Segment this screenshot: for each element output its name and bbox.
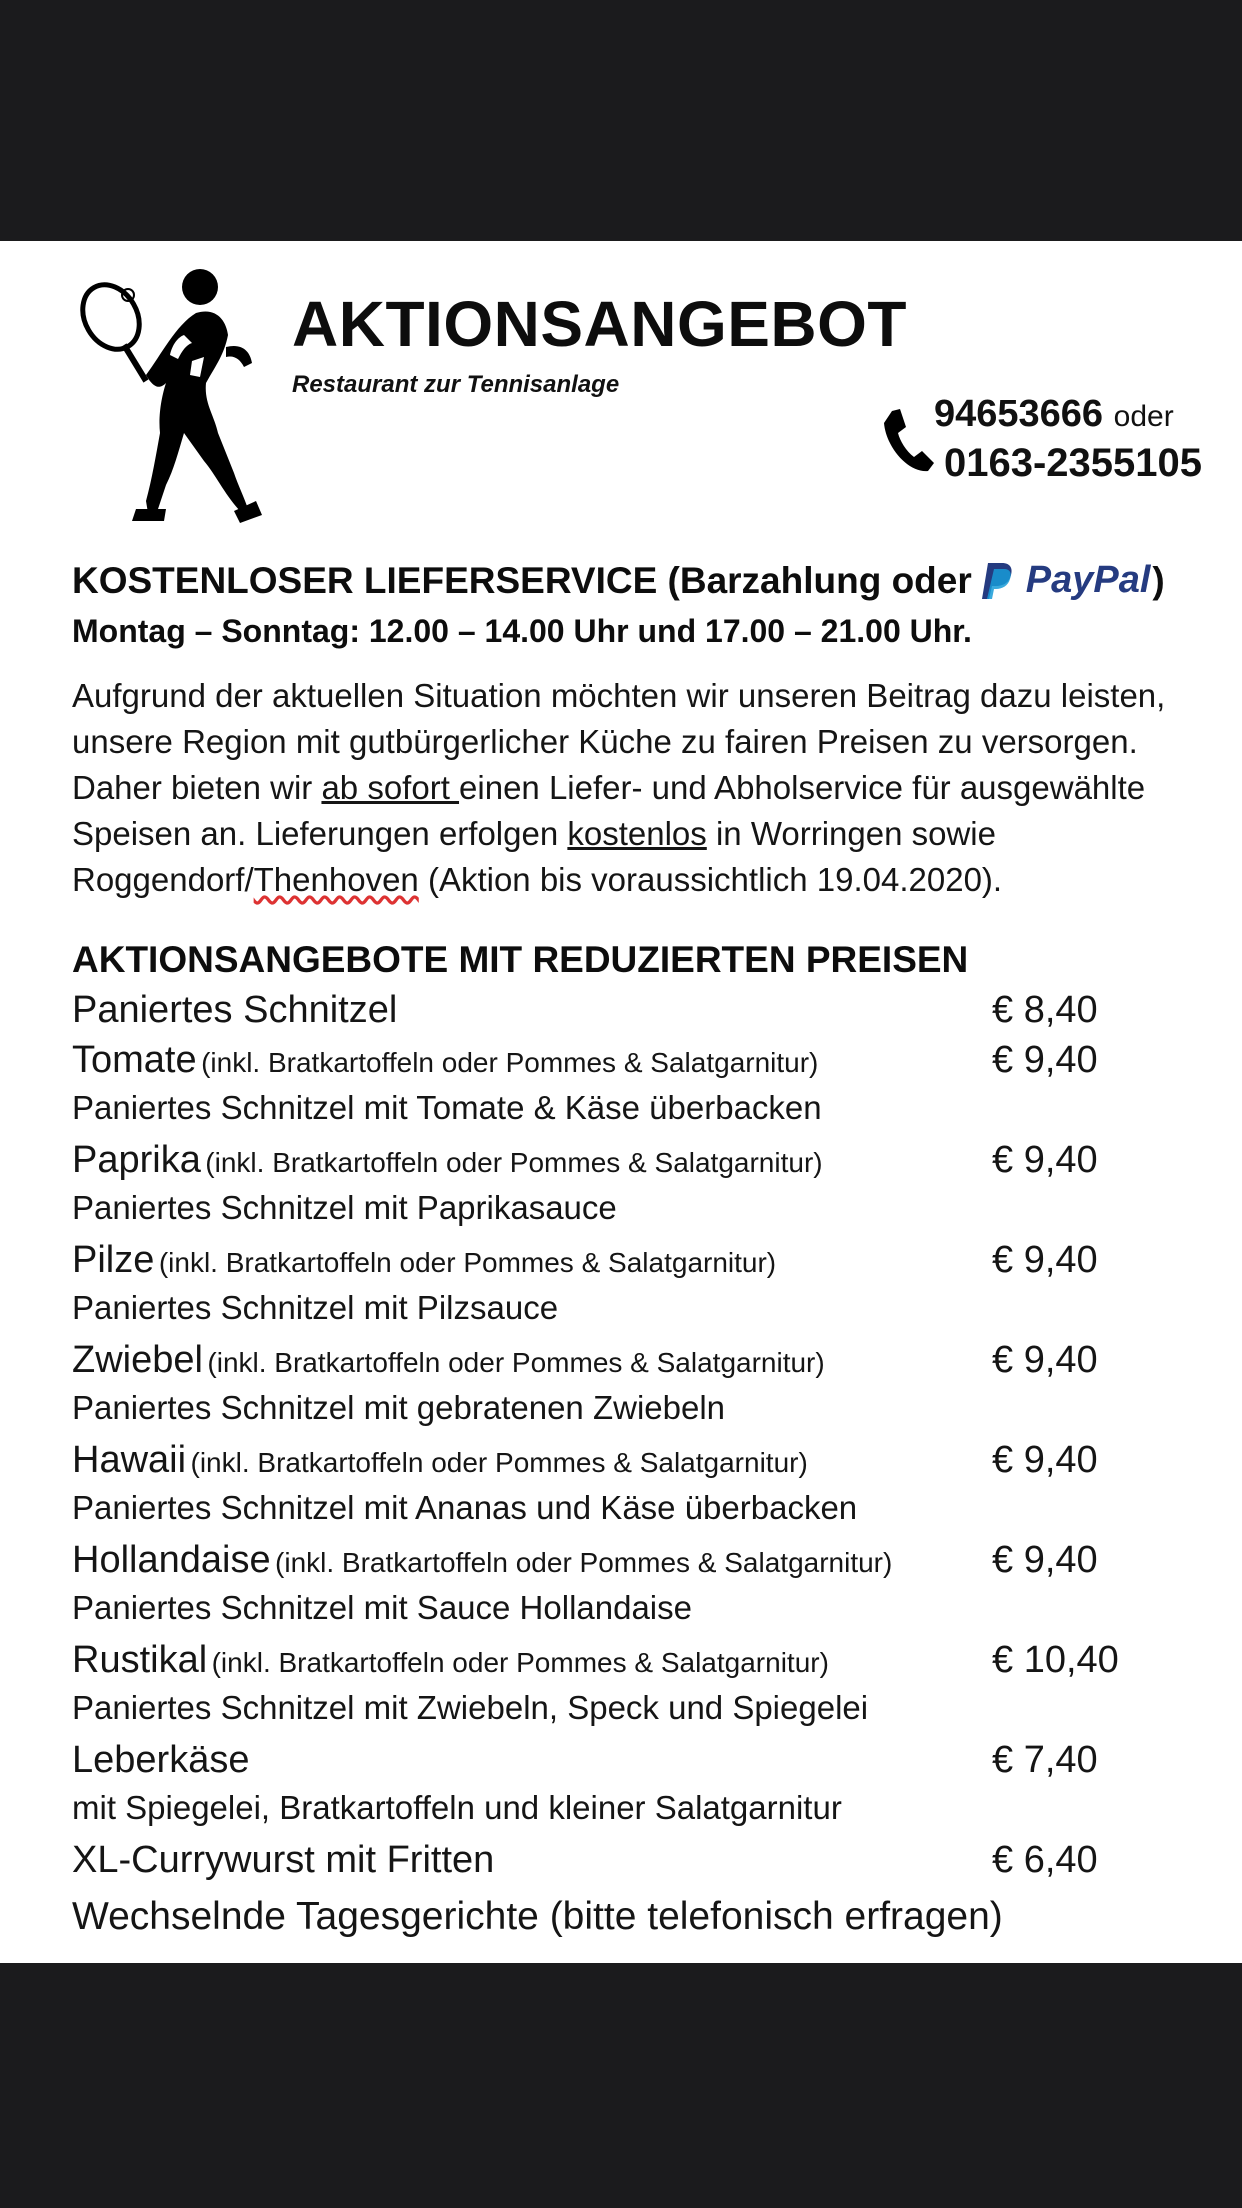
- offer-description: [72, 1489, 1222, 1539]
- offer-description: [72, 1389, 1222, 1439]
- offer-item: [72, 1539, 1222, 1589]
- phone-or-label: oder: [1113, 400, 1174, 433]
- offer-description: [72, 1789, 1222, 1839]
- offer-item: [72, 1139, 1222, 1189]
- intro-text-3: in Worringen sowie Roggendorf/: [72, 815, 996, 898]
- offer-description: [72, 1589, 1222, 1639]
- intro-underline-3: Thenhoven: [253, 861, 419, 898]
- offer-price: € 7,40: [992, 1739, 1098, 1781]
- offer-price: € 9,40: [992, 1239, 1098, 1281]
- delivery-headline: [72, 559, 1165, 602]
- offer-item: [72, 1639, 1222, 1689]
- offer-item: [72, 1039, 1222, 1089]
- phone-icon: [878, 407, 934, 473]
- offer-price: € 9,40: [992, 1439, 1098, 1481]
- offer-name: Tomate: [72, 1039, 197, 1081]
- daily-specials-note: [72, 1895, 1222, 1955]
- offer-description: [72, 1189, 1222, 1239]
- offer-note: (inkl. Bratkartoffeln oder Pommes & Salatgarnitur): [275, 1547, 893, 1578]
- offer-description-text: Paniertes Schnitzel mit Paprikasauce: [72, 1189, 617, 1226]
- page-title: AKTIONSANGEBOT: [292, 288, 907, 360]
- offer-description-text: Paniertes Schnitzel mit Pilzsauce: [72, 1289, 559, 1326]
- offer-price: € 6,40: [992, 1839, 1098, 1881]
- offer-name: Paniertes Schnitzel: [72, 989, 398, 1031]
- offer-description-text: Paniertes Schnitzel mit Tomate & Käse überbacken: [72, 1089, 822, 1126]
- offer-name: Leberkäse: [72, 1739, 250, 1781]
- offer-list: [72, 989, 1222, 1955]
- offer-note: (inkl. Bratkartoffeln oder Pommes & Salatgarnitur): [158, 1247, 777, 1278]
- offer-name: Zwiebel: [72, 1339, 203, 1381]
- intro-text-4: (Aktion bis voraussichtlich 19.04.2020).: [418, 861, 1003, 898]
- intro-underline-2: kostenlos: [567, 815, 707, 852]
- paypal-wordmark: PayPal: [1025, 559, 1151, 601]
- offer-note: (inkl. Bratkartoffeln oder Pommes & Salatgarnitur): [211, 1647, 829, 1678]
- intro-text-1: Aufgrund der aktuellen Situation möchten wir unseren Beitrag dazu leisten, unsere Region mit gutbürgerlicher Küche zu fairen Preisen zu versorgen. Daher bieten wir: [72, 677, 1166, 806]
- offer-name: Hawaii: [72, 1439, 187, 1481]
- delivery-label: KOSTENLOSER LIEFERSERVICE (Barzahlung oder: [72, 559, 972, 601]
- restaurant-subtitle: Restaurant zur Tennisanlage: [292, 371, 620, 398]
- offer-description-text: Paniertes Schnitzel mit gebratenen Zwiebeln: [72, 1389, 726, 1426]
- menu-flyer: [0, 241, 1242, 1963]
- offer-note: (inkl. Bratkartoffeln oder Pommes & Salatgarnitur): [207, 1347, 825, 1378]
- offer-item: [72, 1339, 1222, 1389]
- offer-item: [72, 989, 1222, 1039]
- offer-description: [72, 1689, 1222, 1739]
- offer-name: Paprika: [72, 1139, 201, 1181]
- intro-text-2: einen Liefer- und Abholservice für ausgewählte Speisen an. Lieferungen erfolgen: [72, 769, 1146, 852]
- paypal-logo: [980, 559, 1151, 602]
- offer-item: [72, 1739, 1222, 1789]
- offer-note: (inkl. Bratkartoffeln oder Pommes & Salatgarnitur): [205, 1147, 823, 1178]
- offer-description: [72, 1089, 1222, 1139]
- offer-name: Pilze: [72, 1239, 155, 1281]
- offer-price: € 8,40: [992, 989, 1098, 1031]
- offer-price: € 9,40: [992, 1339, 1098, 1381]
- offer-name: Rustikal: [72, 1639, 208, 1681]
- offer-description-text: Paniertes Schnitzel mit Sauce Hollandaise: [72, 1589, 692, 1626]
- offer-price: € 9,40: [992, 1539, 1098, 1581]
- offer-price: € 9,40: [992, 1139, 1098, 1181]
- intro-underline-1: ab sofort: [321, 769, 460, 806]
- intro-paragraph: [72, 673, 1222, 903]
- offer-description: [72, 1289, 1222, 1339]
- offer-item: [72, 1439, 1222, 1489]
- offer-item: [72, 1239, 1222, 1289]
- offer-price: € 10,40: [992, 1639, 1119, 1681]
- offer-name: Hollandaise: [72, 1539, 271, 1581]
- paypal-icon: [980, 561, 1016, 601]
- offer-note: (inkl. Bratkartoffeln oder Pommes & Salatgarnitur): [201, 1047, 819, 1078]
- offer-description-text: Paniertes Schnitzel mit Ananas und Käse überbacken: [72, 1489, 858, 1526]
- offer-item: [72, 1839, 1222, 1889]
- phone-secondary[interactable]: 0163-2355105: [944, 441, 1203, 485]
- offer-description-text: Paniertes Schnitzel mit Zwiebeln, Speck und Spiegelei: [72, 1689, 869, 1726]
- offer-note: (inkl. Bratkartoffeln oder Pommes & Salatgarnitur): [190, 1447, 808, 1478]
- offers-heading: AKTIONSANGEBOTE MIT REDUZIERTEN PREISEN: [72, 939, 969, 980]
- delivery-close-paren: ): [1152, 559, 1165, 601]
- offer-description-text: mit Spiegelei, Bratkartoffeln und kleiner Salatgarnitur: [72, 1789, 842, 1826]
- offer-name: XL-Currywurst mit Fritten: [72, 1839, 495, 1881]
- tennis-player-icon: [66, 265, 272, 527]
- phone-primary-number[interactable]: 94653666: [934, 393, 1104, 435]
- phone-primary[interactable]: [934, 393, 1174, 436]
- offer-price: € 9,40: [992, 1039, 1098, 1081]
- daily-specials-text: Wechselnde Tagesgerichte (bitte telefonisch erfragen): [72, 1895, 1003, 1938]
- opening-hours: Montag – Sonntag: 12.00 – 14.00 Uhr und 17.00 – 21.00 Uhr.: [72, 613, 972, 649]
